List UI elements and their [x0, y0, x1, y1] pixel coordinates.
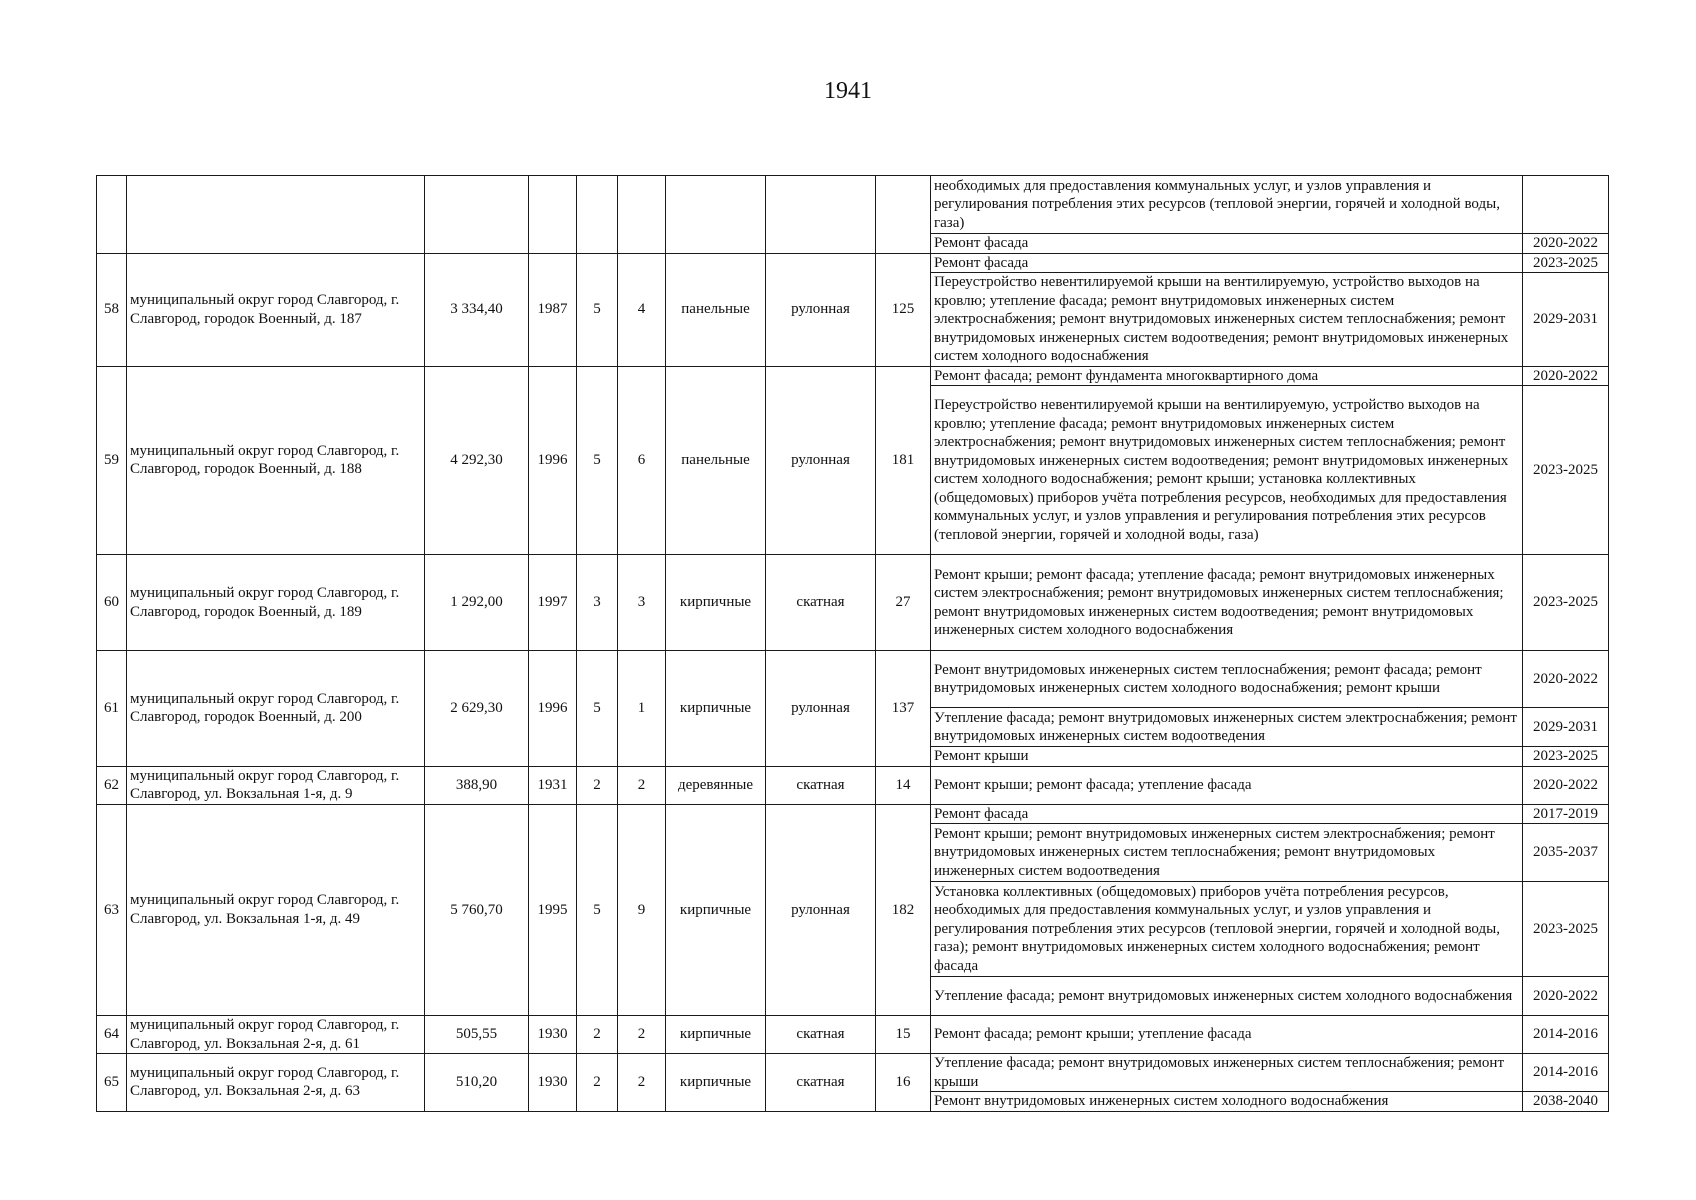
work-description: Ремонт крыши; ремонт фасада; утепление фасада; ремонт внутридомовых инженерных систем электроснабжения; ремонт внутридомовых инженерных систем теплоснабжения; ремонт внутридомовых инженерных систем водоотведения; ремонт внутридомовых инженерных систем холодного водоснабжения	[931, 555, 1523, 651]
row-number: 58	[97, 253, 127, 366]
work-period: 2020-2022	[1523, 366, 1609, 386]
roof-type-cell: рулонная	[766, 804, 876, 1016]
row-number: 60	[97, 555, 127, 651]
year-cell: 1996	[529, 366, 577, 555]
wall-material-cell: деревянные	[666, 766, 766, 804]
work-description: Переустройство невентилируемой крыши на вентилируемую, устройство выходов на кровлю; утепление фасада; ремонт внутридомовых инженерных систем электроснабжения; ремонт внутридомовых инженерных систем теплоснабжения; ремонт внутридомовых инженерных систем водоотведения; ремонт внутридомовых инженерных систем холодного водоснабжения	[931, 273, 1523, 367]
empty-cell	[766, 176, 876, 254]
empty-cell	[529, 176, 577, 254]
roof-type-cell: рулонная	[766, 651, 876, 767]
address-cell: муниципальный округ город Славгород, г. Славгород, ул. Вокзальная 2-я, д. 63	[127, 1054, 425, 1112]
empty-cell	[97, 176, 127, 254]
work-period: 2023-2025	[1523, 386, 1609, 555]
work-period: 2035-2037	[1523, 824, 1609, 882]
work-description: Утепление фасада; ремонт внутридомовых инженерных систем электроснабжения; ремонт внутридомовых инженерных систем водоотведения	[931, 708, 1523, 747]
entrances-cell: 1	[618, 651, 666, 767]
table-row	[97, 1054, 1609, 1092]
work-description: необходимых для предоставления коммунальных услуг, и узлов управления и регулирования потребления этих ресурсов (тепловой энергии, горячей и холодной воды, газа)	[931, 176, 1523, 234]
work-period: 2038-2040	[1523, 1092, 1609, 1112]
work-description: Ремонт фасада; ремонт крыши; утепление фасада	[931, 1016, 1523, 1054]
floors-cell: 5	[577, 253, 618, 366]
work-description: Переустройство невентилируемой крыши на вентилируемую, устройство выходов на кровлю; утепление фасада; ремонт внутридомовых инженерных систем электроснабжения; ремонт внутридомовых инженерных систем теплоснабжения; ремонт внутридомовых инженерных систем водоотведения; ремонт внутридомовых инженерных систем холодного водоснабжения; ремонт крыши; установка коллективных (общедомовых) приборов учёта потребления ресурсов, необходимых для предоставления коммунальных услуг, и узлов управления и регулирования потребления этих ресурсов (тепловой энергии, горячей и холодной воды, газа)	[931, 386, 1523, 555]
floors-cell: 3	[577, 555, 618, 651]
work-description: Ремонт фасада	[931, 804, 1523, 824]
area-cell: 505,55	[425, 1016, 529, 1054]
table-row	[97, 253, 1609, 273]
work-period: 2014-2016	[1523, 1016, 1609, 1054]
work-description: Утепление фасада; ремонт внутридомовых инженерных систем теплоснабжения; ремонт крыши	[931, 1054, 1523, 1092]
residents-cell: 137	[876, 651, 931, 767]
table-row	[97, 366, 1609, 386]
address-cell: муниципальный округ город Славгород, г. Славгород, городок Военный, д. 188	[127, 366, 425, 555]
entrances-cell: 9	[618, 804, 666, 1016]
floors-cell: 2	[577, 1016, 618, 1054]
row-number: 62	[97, 766, 127, 804]
row-number: 61	[97, 651, 127, 767]
year-cell: 1996	[529, 651, 577, 767]
floors-cell: 5	[577, 651, 618, 767]
empty-cell	[618, 176, 666, 254]
address-cell: муниципальный округ город Славгород, г. Славгород, городок Военный, д. 200	[127, 651, 425, 767]
work-period: 2023-2025	[1523, 747, 1609, 767]
work-period: 2020-2022	[1523, 766, 1609, 804]
entrances-cell: 2	[618, 1016, 666, 1054]
wall-material-cell: панельные	[666, 253, 766, 366]
roof-type-cell: рулонная	[766, 366, 876, 555]
year-cell: 1930	[529, 1054, 577, 1112]
work-description: Ремонт крыши; ремонт внутридомовых инженерных систем электроснабжения; ремонт внутридомовых инженерных систем теплоснабжения; ремонт внутридомовых инженерных систем водоотведения	[931, 824, 1523, 882]
work-period: 2023-2025	[1523, 253, 1609, 273]
year-cell: 1931	[529, 766, 577, 804]
work-period: 2029-2031	[1523, 273, 1609, 367]
roof-type-cell: рулонная	[766, 253, 876, 366]
row-number: 63	[97, 804, 127, 1016]
entrances-cell: 2	[618, 1054, 666, 1112]
work-period	[1523, 176, 1609, 234]
entrances-cell: 6	[618, 366, 666, 555]
work-description: Ремонт фасада; ремонт фундамента многоквартирного дома	[931, 366, 1523, 386]
work-description: Ремонт крыши; ремонт фасада; утепление фасада	[931, 766, 1523, 804]
wall-material-cell: панельные	[666, 366, 766, 555]
work-period: 2023-2025	[1523, 555, 1609, 651]
address-cell: муниципальный округ город Славгород, г. Славгород, городок Военный, д. 189	[127, 555, 425, 651]
work-description: Ремонт внутридомовых инженерных систем теплоснабжения; ремонт фасада; ремонт внутридомовых инженерных систем холодного водоснабжения; ремонт крыши	[931, 651, 1523, 708]
wall-material-cell: кирпичные	[666, 1054, 766, 1112]
wall-material-cell: кирпичные	[666, 651, 766, 767]
wall-material-cell: кирпичные	[666, 555, 766, 651]
residents-cell: 27	[876, 555, 931, 651]
work-period: 2014-2016	[1523, 1054, 1609, 1092]
empty-cell	[666, 176, 766, 254]
wall-material-cell: кирпичные	[666, 1016, 766, 1054]
work-period: 2020-2022	[1523, 234, 1609, 254]
roof-type-cell: скатная	[766, 766, 876, 804]
row-number: 59	[97, 366, 127, 555]
row-number: 64	[97, 1016, 127, 1054]
residents-cell: 15	[876, 1016, 931, 1054]
table-row	[97, 1016, 1609, 1054]
work-description: Ремонт внутридомовых инженерных систем холодного водоснабжения	[931, 1092, 1523, 1112]
work-period: 2017-2019	[1523, 804, 1609, 824]
address-cell: муниципальный округ город Славгород, г. Славгород, ул. Вокзальная 2-я, д. 61	[127, 1016, 425, 1054]
address-cell: муниципальный округ город Славгород, г. Славгород, ул. Вокзальная 1-я, д. 49	[127, 804, 425, 1016]
year-cell: 1997	[529, 555, 577, 651]
wall-material-cell: кирпичные	[666, 804, 766, 1016]
housing-repair-table	[96, 175, 1609, 1112]
floors-cell: 2	[577, 766, 618, 804]
roof-type-cell: скатная	[766, 555, 876, 651]
table-row	[97, 804, 1609, 824]
table-row	[97, 766, 1609, 804]
empty-cell	[425, 176, 529, 254]
address-cell: муниципальный округ город Славгород, г. Славгород, ул. Вокзальная 1-я, д. 9	[127, 766, 425, 804]
table-row	[97, 555, 1609, 651]
area-cell: 5 760,70	[425, 804, 529, 1016]
work-period: 2020-2022	[1523, 651, 1609, 708]
work-description: Утепление фасада; ремонт внутридомовых инженерных систем холодного водоснабжения	[931, 977, 1523, 1016]
entrances-cell: 3	[618, 555, 666, 651]
area-cell: 1 292,00	[425, 555, 529, 651]
table-row	[97, 651, 1609, 708]
year-cell: 1987	[529, 253, 577, 366]
work-period: 2023-2025	[1523, 882, 1609, 977]
year-cell: 1995	[529, 804, 577, 1016]
area-cell: 3 334,40	[425, 253, 529, 366]
work-description: Установка коллективных (общедомовых) приборов учёта потребления ресурсов, необходимых для предоставления коммунальных услуг, и узлов управления и регулирования потребления этих ресурсов (тепловой энергии, горячей и холодной воды, газа); ремонт внутридомовых инженерных систем холодного водоснабжения; ремонт фасада	[931, 882, 1523, 977]
floors-cell: 5	[577, 804, 618, 1016]
work-description: Ремонт крыши	[931, 747, 1523, 767]
residents-cell: 181	[876, 366, 931, 555]
roof-type-cell: скатная	[766, 1054, 876, 1112]
area-cell: 510,20	[425, 1054, 529, 1112]
work-period: 2020-2022	[1523, 977, 1609, 1016]
empty-cell	[577, 176, 618, 254]
residents-cell: 182	[876, 804, 931, 1016]
entrances-cell: 4	[618, 253, 666, 366]
residents-cell: 125	[876, 253, 931, 366]
work-description: Ремонт фасада	[931, 234, 1523, 254]
roof-type-cell: скатная	[766, 1016, 876, 1054]
residents-cell: 14	[876, 766, 931, 804]
empty-cell	[127, 176, 425, 254]
page-number: 1941	[824, 78, 872, 104]
area-cell: 2 629,30	[425, 651, 529, 767]
empty-cell	[876, 176, 931, 254]
area-cell: 4 292,30	[425, 366, 529, 555]
residents-cell: 16	[876, 1054, 931, 1112]
work-period: 2029-2031	[1523, 708, 1609, 747]
area-cell: 388,90	[425, 766, 529, 804]
address-cell: муниципальный округ город Славгород, г. Славгород, городок Военный, д. 187	[127, 253, 425, 366]
year-cell: 1930	[529, 1016, 577, 1054]
table-row	[97, 176, 1609, 234]
floors-cell: 5	[577, 366, 618, 555]
floors-cell: 2	[577, 1054, 618, 1112]
row-number: 65	[97, 1054, 127, 1112]
entrances-cell: 2	[618, 766, 666, 804]
work-description: Ремонт фасада	[931, 253, 1523, 273]
